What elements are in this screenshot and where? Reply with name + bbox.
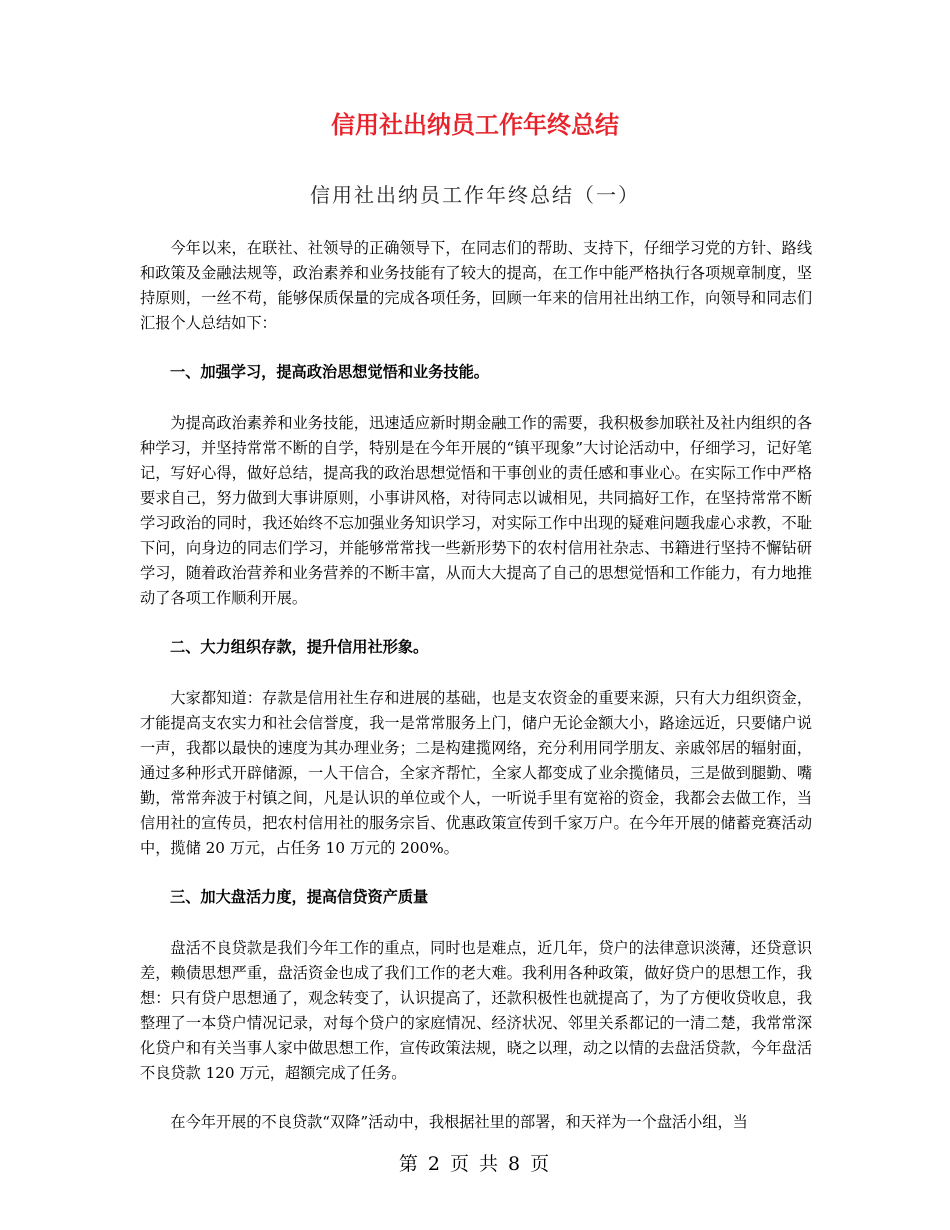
- document-subtitle: 信用社出纳员工作年终总结（一）: [310, 183, 640, 207]
- intro-paragraph: 今年以来，在联社、社领导的正确领导下，在同志们的帮助、支持下，仔细学习党的方针、路线和政策及金融法规等，政治素养和业务技能有了较大的提高，在工作中能严格执行各项规章制度，坚持原则，一丝不苟，能够保质保量的完成各项任务，回顾一年来的信用社出纳工作，向领导和同志们汇报个人总结如下：: [140, 239, 812, 332]
- page-footer: 第 2 页 共 8 页: [398, 1153, 552, 1175]
- section-heading-2: 二、大力组织存款，提升信用社形象。: [170, 638, 429, 656]
- section-heading-1: 一、加强学习，提高政治思想觉悟和业务技能。: [170, 363, 489, 381]
- page-title: 信用社出纳员工作年终总结: [331, 111, 619, 139]
- section-3-paragraph-2: 在今年开展的不良贷款“双降”活动中，我根据社里的部署，和天祥为一个盘活小组，当: [170, 1113, 748, 1131]
- section-3-paragraph-1: 盘活不良贷款是我们今年工作的重点，同时也是难点，近几年，贷户的法律意识淡薄，还贷意识差，赖债思想严重，盘活资金也成了我们工作的老大难。我利用各种政策，做好贷户的思想工作，我想：只有贷户思想通了，观念转变了，认识提高了，还款积极性也就提高了，为了方便收贷收息，我整理了一本贷户情况记录，对每个贷户的家庭情况、经济状况、邻里关系都记的一清二楚，我常常深化贷户和有关当事人家中做思想工作，宣传政策法规，晓之以理，动之以情的去盘活贷款，今年盘活不良贷款 120 万元，超额完成了任务。: [140, 939, 812, 1082]
- section-2-paragraph-1: 大家都知道：存款是信用社生存和进展的基础，也是支农资金的重要来源，只有大力组织资金，才能提高支农实力和社会信誉度，我一是常常服务上门，储户无论金额大小，路途远近，只要储户说一声，我都以最快的速度为其办理业务；二是构建揽网络，充分利用同学朋友、亲戚邻居的辐射面，通过多种形式开辟储源，一人干信合，全家齐帮忙，全家人都变成了业余揽储员，三是做到腿勤、嘴勤，常常奔波于村镇之间，凡是认识的单位或个人，一听说手里有宽裕的资金，我都会去做工作，当信用社的宣传员，把农村信用社的服务宗旨、优惠政策宣传到千家万户。在今年开展的储蓄竞赛活动中，揽储 20 万元，占任务 10 万元的 200%。: [140, 689, 812, 857]
- document-body: [140, 236, 812, 1159]
- section-1-paragraph-1: 为提高政治素养和业务技能，迅速适应新时期金融工作的需要，我积极参加联社及社内组织的各种学习，并坚持常常不断的自学，特别是在今年开展的“镇平现象”大讨论活动中，仔细学习，记好笔记，写好心得，做好总结，提高我的政治思想觉悟和干事创业的责任感和事业心。在实际工作中严格要求自己，努力做到大事讲原则，小事讲风格，对待同志以诚相见，共同搞好工作，在坚持常常不断学习政治的同时，我还始终不忘加强业务知识学习，对实际工作中出现的疑难问题我虚心求教，不耻下问，向身边的同志们学习，并能够常常找一些新形势下的农村信用社杂志、书籍进行坚持不懈钻研学习，随着政治营养和业务营养的不断丰富，从而大大提高了自己的思想觉悟和工作能力，有力地推动了各项工作顺利开展。: [140, 414, 812, 607]
- section-heading-3: 三、加大盘活力度，提高信贷资产质量: [170, 888, 429, 906]
